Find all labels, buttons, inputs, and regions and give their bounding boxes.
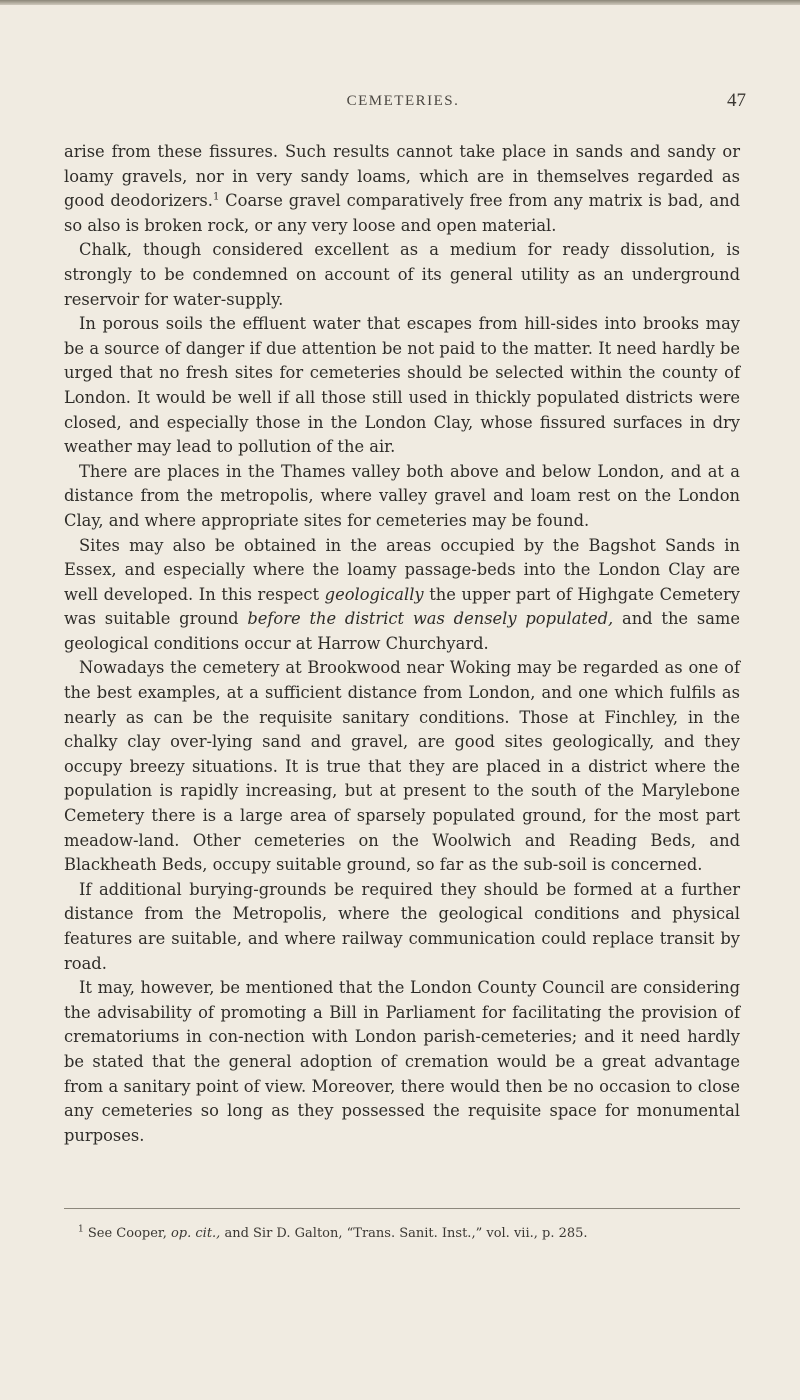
footnote-divider xyxy=(64,1208,740,1209)
paragraph-5-text-a: Sites may also be obtained in the areas occupied by the Bagshot Sands in Essex, and especially where the loamy passage-beds into the London Clay are well developed. In this respect xyxy=(64,535,740,604)
paragraph-3: In porous soils the effluent water that escapes from hill-sides into brooks may be a source of danger if due attention be not paid to the matter. It need hardly be urged that no fresh sites for cemeteries should be selected within the county of London. It would be well if all those still used in thickly populated districts were closed, and especially those in the London Clay, whose fissured surfaces in dry weather may lead to pollution of the air. xyxy=(64,314,740,457)
paragraph-1-text-a: arise from these fissures. Such results cannot take place in sands and sandy or loamy gravels, nor in very sandy loams, which are in themselves regarded as good deodorizers. xyxy=(64,142,740,211)
italic-geologically: geologically xyxy=(324,584,424,604)
footnote xyxy=(64,1224,740,1244)
footnote-text-a: See Cooper, xyxy=(83,1226,171,1241)
paragraph-5-text-c: and the same geological conditions occur at Harrow Churchyard. xyxy=(64,609,740,653)
paragraph-5 xyxy=(64,534,740,657)
paragraph-2: Chalk, though considered excellent as a medium for ready dissolution, is strongly to be condemned on account of its general utility as an underground reservoir for water-supply. xyxy=(64,240,740,309)
paragraph-1-text-b: Coarse gravel comparatively free from any matrix is bad, and so also is broken rock, or any very loose and open material. xyxy=(64,191,740,235)
page-header xyxy=(60,90,746,119)
footnote-italic: op. cit., xyxy=(170,1226,221,1241)
running-head: CEMETERIES. xyxy=(346,93,460,109)
paragraph-6: Nowadays the cemetery at Brookwood near Woking may be regarded as one of the best examples, at a sufficient distance from London, and one which fulfils as nearly as can be the requisite sanitary conditions. Those at Finchley, in the chalky clay over-lying sand and gravel, are good sites geologically, and they occupy breezy situations. It is true that they are placed in a district where the population is rapidly increasing, but at present to the south of the Marylebone Cemetery there is a large area of sparsely populated ground, for the most part meadow-land. Other cemeteries on the Woolwich and Reading Beds, and Blackheath Beds, occupy suitable ground, so far as the sub-soil is concerned. xyxy=(64,658,740,875)
body-text xyxy=(64,140,740,1148)
paragraph-7: If additional burying-grounds be required they should be formed at a further distance from the Metropolis, where the geological conditions and physical features are suitable, and where railway communication could replace transit by road. xyxy=(64,879,740,973)
paragraph-1 xyxy=(64,140,740,238)
page-top-edge xyxy=(0,0,800,5)
italic-densely-populated: before the district was densely populated, xyxy=(247,609,614,629)
footnote-marker: 1 xyxy=(78,1224,84,1235)
paragraph-5-text-b: the upper part of Highgate Cemetery was suitable ground xyxy=(64,584,740,629)
page-number: 47 xyxy=(727,90,746,111)
footnote-reference: 1 xyxy=(212,191,220,203)
paragraph-4: There are places in the Thames valley both above and below London, and at a distance from the metropolis, where valley gravel and loam rest on the London Clay, and where appropriate sites for cemeteries may be found. xyxy=(64,461,740,530)
paragraph-8: It may, however, be mentioned that the London County Council are considering the advisability of promoting a Bill in Parliament for facilitating the provision of crematoriums in con-nection with London parish-cemeteries; and it need hardly be stated that the general adoption of cremation would be a great advantage from a sanitary point of view. Moreover, there would then be no occasion to close any cemeteries so long as they possessed the requisite space for monumental purposes. xyxy=(64,978,740,1145)
footnote-text-b: and Sir D. Galton, “Trans. Sanit. Inst.,” vol. vii., p. 285. xyxy=(220,1226,588,1241)
